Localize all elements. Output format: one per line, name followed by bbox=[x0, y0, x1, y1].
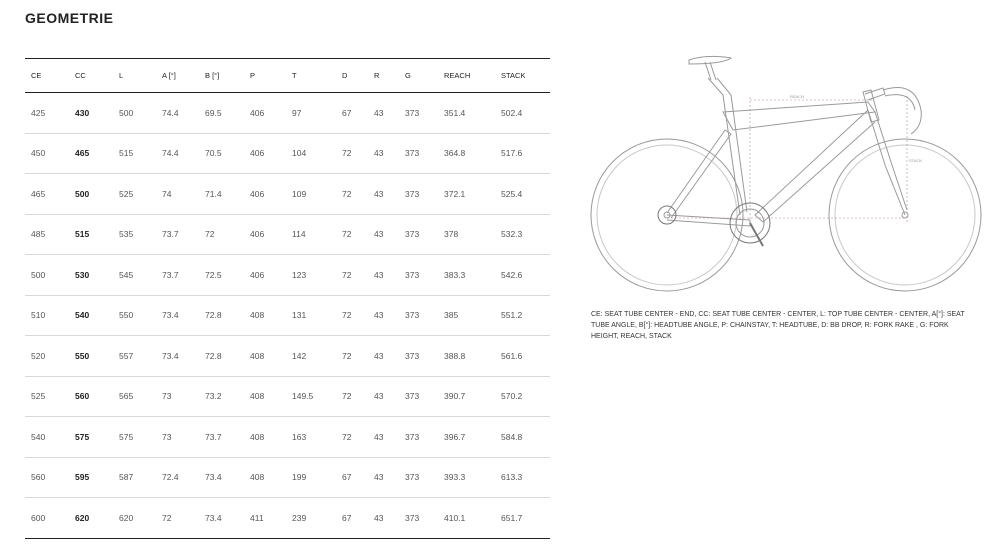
table-cell: 620 bbox=[75, 512, 90, 523]
table-cell: 74.4 bbox=[162, 107, 179, 118]
table-cell: 142 bbox=[292, 350, 307, 361]
table-row bbox=[25, 417, 550, 458]
table-cell: 510 bbox=[31, 310, 46, 321]
column-header-a: A [°] bbox=[162, 71, 176, 80]
table-cell: 70.5 bbox=[205, 148, 222, 159]
table-cell: 104 bbox=[292, 148, 307, 159]
table-cell: 520 bbox=[31, 350, 46, 361]
table-row bbox=[25, 255, 550, 296]
table-cell: 364.8 bbox=[444, 148, 466, 159]
table-row bbox=[25, 336, 550, 377]
table-cell: 550 bbox=[119, 310, 134, 321]
table-row bbox=[25, 295, 550, 336]
table-cell: 67 bbox=[342, 472, 352, 483]
table-cell: 43 bbox=[374, 431, 384, 442]
table-cell: 373 bbox=[405, 310, 420, 321]
table-cell: 73.4 bbox=[162, 310, 179, 321]
table-cell: 109 bbox=[292, 188, 307, 199]
table-cell: 372.1 bbox=[444, 188, 466, 199]
table-cell: 373 bbox=[405, 512, 420, 523]
table-cell: 373 bbox=[405, 391, 420, 402]
table-cell: 515 bbox=[119, 148, 134, 159]
table-cell: 43 bbox=[374, 229, 384, 240]
column-header-l: L bbox=[119, 71, 124, 80]
table-cell: 535 bbox=[119, 229, 134, 240]
table-cell: 651.7 bbox=[501, 512, 523, 523]
table-cell: 408 bbox=[250, 431, 265, 442]
table-cell: 373 bbox=[405, 472, 420, 483]
table-cell: 575 bbox=[119, 431, 134, 442]
table-cell: 74.4 bbox=[162, 148, 179, 159]
table-cell: 408 bbox=[250, 310, 265, 321]
table-cell: 373 bbox=[405, 431, 420, 442]
table-cell: 373 bbox=[405, 188, 420, 199]
table-cell: 515 bbox=[75, 229, 90, 240]
table-cell: 67 bbox=[342, 107, 352, 118]
table-cell: 406 bbox=[250, 107, 265, 118]
column-header-d: D bbox=[342, 71, 348, 80]
table-row bbox=[25, 174, 550, 215]
table-cell: 393.3 bbox=[444, 472, 466, 483]
table-cell: 385 bbox=[444, 310, 459, 321]
table-cell: 390.7 bbox=[444, 391, 466, 402]
table-cell: 613.3 bbox=[501, 472, 523, 483]
table-cell: 163 bbox=[292, 431, 307, 442]
table-cell: 131 bbox=[292, 310, 307, 321]
table-cell: 388.8 bbox=[444, 350, 466, 361]
table-cell: 502.4 bbox=[501, 107, 523, 118]
reach-label: REACH bbox=[790, 94, 805, 99]
table-cell: 73.4 bbox=[205, 512, 222, 523]
table-cell: 600 bbox=[31, 512, 46, 523]
table-cell: 43 bbox=[374, 472, 384, 483]
column-header-g: G bbox=[405, 71, 411, 80]
table-cell: 43 bbox=[374, 350, 384, 361]
table-cell: 73 bbox=[162, 431, 172, 442]
table-cell: 587 bbox=[119, 472, 134, 483]
table-cell: 72.8 bbox=[205, 350, 222, 361]
column-header-r: R bbox=[374, 71, 380, 80]
table-cell: 425 bbox=[31, 107, 46, 118]
table-cell: 72 bbox=[205, 229, 215, 240]
table-cell: 239 bbox=[292, 512, 307, 523]
table-cell: 485 bbox=[31, 229, 46, 240]
column-header-reach: REACH bbox=[444, 71, 471, 80]
column-header-ce: CE bbox=[31, 71, 42, 80]
table-cell: 373 bbox=[405, 148, 420, 159]
table-cell: 67 bbox=[342, 512, 352, 523]
table-cell: 560 bbox=[31, 472, 46, 483]
table-header-row bbox=[25, 59, 550, 93]
stack-label: STACK bbox=[909, 158, 923, 163]
table-cell: 72 bbox=[342, 269, 352, 280]
table-cell: 410.1 bbox=[444, 512, 466, 523]
table-cell: 199 bbox=[292, 472, 307, 483]
column-header-stack: STACK bbox=[501, 71, 526, 80]
table-cell: 406 bbox=[250, 269, 265, 280]
table-cell: 532.3 bbox=[501, 229, 523, 240]
table-cell: 72 bbox=[342, 310, 352, 321]
table-cell: 73.2 bbox=[205, 391, 222, 402]
table-cell: 97 bbox=[292, 107, 302, 118]
geometry-table bbox=[25, 58, 550, 539]
table-cell: 500 bbox=[119, 107, 134, 118]
handlebar bbox=[883, 88, 921, 135]
table-cell: 373 bbox=[405, 107, 420, 118]
table-cell: 73.7 bbox=[205, 431, 222, 442]
table-cell: 620 bbox=[119, 512, 134, 523]
table-cell: 74 bbox=[162, 188, 172, 199]
table-cell: 43 bbox=[374, 148, 384, 159]
table-cell: 408 bbox=[250, 391, 265, 402]
table-cell: 584.8 bbox=[501, 431, 523, 442]
table-cell: 550 bbox=[75, 350, 90, 361]
table-cell: 373 bbox=[405, 229, 420, 240]
table-cell: 43 bbox=[374, 310, 384, 321]
table-cell: 406 bbox=[250, 188, 265, 199]
table-cell: 408 bbox=[250, 472, 265, 483]
table-cell: 525.4 bbox=[501, 188, 523, 199]
table-cell: 73.7 bbox=[162, 269, 179, 280]
table-cell: 72.8 bbox=[205, 310, 222, 321]
table-cell: 72 bbox=[342, 431, 352, 442]
table-cell: 114 bbox=[292, 229, 306, 240]
table-row bbox=[25, 498, 550, 539]
table-cell: 43 bbox=[374, 269, 384, 280]
table-cell: 542.6 bbox=[501, 269, 523, 280]
table-cell: 530 bbox=[75, 269, 90, 280]
seat-stay bbox=[667, 130, 731, 218]
table-cell: 500 bbox=[75, 188, 90, 199]
table-cell: 525 bbox=[119, 188, 134, 199]
down-tube bbox=[755, 110, 875, 222]
table-cell: 72.5 bbox=[205, 269, 222, 280]
table-cell: 450 bbox=[31, 148, 46, 159]
table-cell: 408 bbox=[250, 350, 265, 361]
table-row bbox=[25, 214, 550, 255]
table-cell: 72 bbox=[342, 229, 352, 240]
table-cell: 540 bbox=[75, 310, 90, 321]
column-header-p: P bbox=[250, 71, 256, 80]
table-cell: 378 bbox=[444, 229, 459, 240]
table-cell: 72 bbox=[162, 512, 172, 523]
table-cell: 411 bbox=[250, 512, 264, 523]
table-cell: 595 bbox=[75, 472, 90, 483]
table-cell: 396.7 bbox=[444, 431, 466, 442]
table-cell: 72.4 bbox=[162, 472, 179, 483]
table-cell: 517.6 bbox=[501, 148, 523, 159]
table-cell: 123 bbox=[292, 269, 307, 280]
table-cell: 73.4 bbox=[162, 350, 179, 361]
table-cell: 575 bbox=[75, 431, 90, 442]
table-cell: 561.6 bbox=[501, 350, 523, 361]
geometry-legend-caption: CE: SEAT TUBE CENTER - END, CC: SEAT TUBE CENTER - CENTER, L: TOP TUBE CENTER - CENTER, A[°]: SEAT TUBE ANGLE, B[°]: HEADTUBE ANGLE, P: CHAINSTAY, T: HEADTUBE, D: BB DROP, R: FORK RAKE , G: FORK HEIGHT, REACH, STACK bbox=[591, 311, 965, 340]
table-cell: 73.4 bbox=[205, 472, 222, 483]
column-header-b: B [°] bbox=[205, 71, 220, 80]
table-cell: 383.3 bbox=[444, 269, 466, 280]
table-cell: 406 bbox=[250, 229, 265, 240]
table-cell: 72 bbox=[342, 188, 352, 199]
table-cell: 69.5 bbox=[205, 107, 222, 118]
table-cell: 43 bbox=[374, 107, 384, 118]
table-cell: 43 bbox=[374, 512, 384, 523]
table-cell: 570.2 bbox=[501, 391, 523, 402]
page-title: GEOMETRIE bbox=[25, 10, 114, 26]
table-cell: 565 bbox=[119, 391, 134, 402]
stem bbox=[865, 88, 885, 100]
table-cell: 373 bbox=[405, 350, 420, 361]
column-header-t: T bbox=[292, 71, 297, 80]
table-cell: 149.5 bbox=[292, 391, 314, 402]
table-cell: 560 bbox=[75, 391, 90, 402]
table-cell: 406 bbox=[250, 148, 265, 159]
table-cell: 72 bbox=[342, 148, 352, 159]
seatpost bbox=[705, 62, 716, 80]
table-body bbox=[25, 93, 550, 539]
table-cell: 500 bbox=[31, 269, 46, 280]
table-cell: 465 bbox=[31, 188, 46, 199]
table-cell: 545 bbox=[119, 269, 134, 280]
table-row bbox=[25, 376, 550, 417]
table-cell: 373 bbox=[405, 269, 420, 280]
table-cell: 525 bbox=[31, 391, 46, 402]
column-header-cc: CC bbox=[75, 71, 86, 80]
fork bbox=[868, 110, 907, 215]
table-cell: 557 bbox=[119, 350, 134, 361]
table-cell: 465 bbox=[75, 148, 90, 159]
bike-geometry-diagram bbox=[585, 50, 990, 300]
table-row bbox=[25, 457, 550, 498]
top-tube bbox=[723, 102, 875, 130]
table-cell: 73.7 bbox=[162, 229, 179, 240]
table-cell: 430 bbox=[75, 107, 90, 118]
saddle bbox=[689, 56, 731, 64]
table-cell: 72 bbox=[342, 350, 352, 361]
seat-tube bbox=[708, 78, 740, 215]
table-row bbox=[25, 133, 550, 174]
table-row bbox=[25, 93, 550, 134]
table-cell: 43 bbox=[374, 188, 384, 199]
table-cell: 72 bbox=[342, 391, 352, 402]
table-cell: 71.4 bbox=[205, 188, 222, 199]
table-cell: 540 bbox=[31, 431, 46, 442]
table-cell: 351.4 bbox=[444, 107, 466, 118]
table-cell: 43 bbox=[374, 391, 384, 402]
table-cell: 551.2 bbox=[501, 310, 523, 321]
table-cell: 73 bbox=[162, 391, 172, 402]
